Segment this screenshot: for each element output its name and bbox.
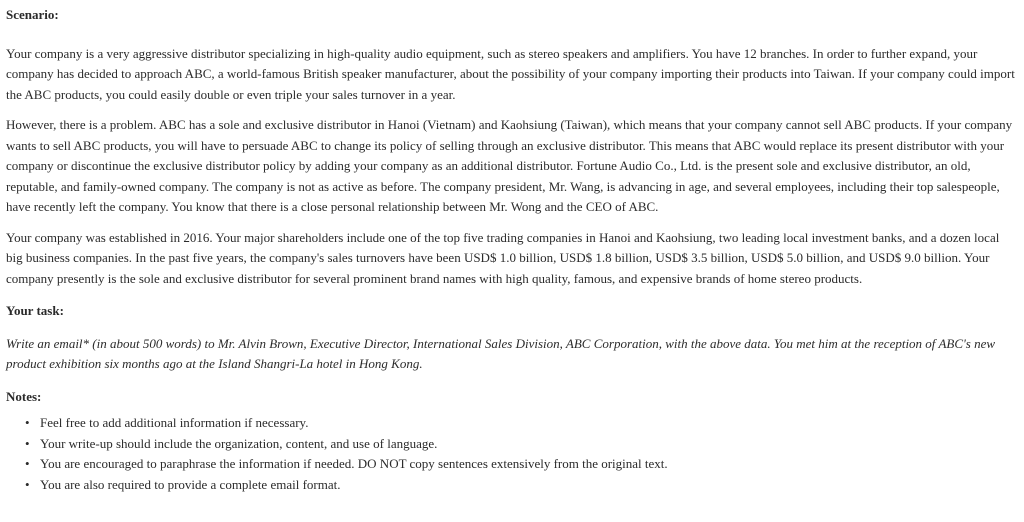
bullet-icon: • [25,456,30,471]
notes-item [25,454,1016,475]
notes-item [25,413,1016,434]
notes-item-text: You are also required to provide a complete email format. [40,476,341,492]
notes-heading: Notes: [6,388,42,404]
task-text: Write an email* (in about 500 words) to Mr. Alvin Brown, Executive Director, International Sales Division, ABC Corporation, with the above data. You met him at the reception of ABC's new product exhibition six months ago at the Island Shangri-La hotel in Hong Kong. [6,335,996,371]
notes-item-text: Feel free to add additional information if necessary. [40,415,309,430]
bullet-icon: • [25,476,30,492]
task-heading: Your task: [6,303,64,318]
bullet-icon: • [25,415,30,430]
bullet-icon: • [25,435,30,451]
notes-item [25,475,1016,496]
scenario-heading: Scenario: [6,7,59,22]
scenario-paragraph-2: However, there is a problem. ABC has a sole and exclusive distributor in Hanoi (Vietnam) and Kaohsiung (Taiwan), which means that your company cannot sell ABC products. If your company wants to sell ABC products, you will have to persuade ABC to change its policy of selling through an exclusive distributor. This means that ABC would replace its present distributor with your company or discontinue the exclusive distributor policy by adding your company as an additional distributor. Fortune Audio Co., Ltd. is the present sole and exclusive distributor, an old, reputable, and family-owned company. The company is not as active as before. The company president, Mr. Wang, is advancing in age, and several employees, including their top salespeople, have recently left the company. You know that there is a close personal relationship between Mr. Wong and the CEO of ABC. [6,117,1013,214]
notes-item [25,434,1016,455]
scenario-paragraph-1: Your company is a very aggressive distributor specializing in high-quality audio equipment, such as stereo speakers and amplifiers. You have 12 branches. In order to further expand, your company has decided to approach ABC, a world-famous British speaker manufacturer, about the possibility of your company importing their products into Taiwan. If your company could import the ABC products, you could easily double or even triple your sales turnover in a year. [6,45,1015,102]
notes-list [6,413,1016,495]
scenario-paragraph-3: Your company was established in 2016. Your major shareholders include one of the top five trading companies in Hanoi and Kaohsiung, two leading local investment banks, and a dozen local big business companies. In the past five years, the company's sales turnovers have been USD$ 1.0 billion, USD$ 1.8 billion, USD$ 3.5 billion, USD$ 5.0 billion, and USD$ 9.0 billion. Your company presently is the sole and exclusive distributor for several prominent brand names with high quality, famous, and expensive brands of home stereo products. [6,229,1000,286]
notes-item-text: You are encouraged to paraphrase the information if needed. DO NOT copy sentences extensively from the original text. [40,456,668,471]
notes-item-text: Your write-up should include the organization, content, and use of language. [40,435,438,451]
